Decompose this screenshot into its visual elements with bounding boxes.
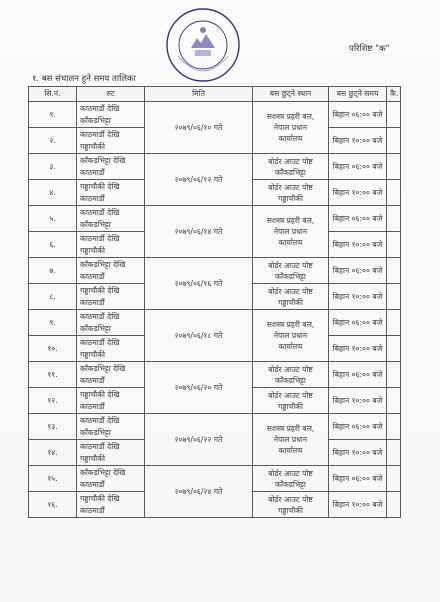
departure-time-cell: बिहान १०:०० बजे — [329, 232, 387, 258]
serial-number-cell: ९. — [29, 310, 77, 336]
date-cell: २०७९/०६/१४ गते — [145, 206, 253, 258]
serial-number-cell: ८. — [29, 284, 77, 310]
date-cell: २०७९/०६/१० गते — [145, 102, 253, 154]
route-line: काठमाडौं — [80, 167, 105, 177]
departure-time-cell: बिहान ०६:०० बजे — [329, 258, 387, 284]
route-line: काँकडभिट्टा देखि — [80, 155, 126, 165]
serial-number-cell: १५. — [29, 466, 77, 492]
serial-number-cell: २. — [29, 128, 77, 154]
route-line: काठमाडौं देखि — [80, 103, 120, 113]
departure-place-cell — [253, 492, 329, 518]
remarks-cell — [387, 154, 401, 180]
departure-place-cell — [253, 284, 329, 310]
date-cell: २०७९/०६/१६ गते — [145, 258, 253, 310]
col-header-date: मिति — [145, 87, 253, 102]
place-line: नेपाल प्रधान — [273, 227, 308, 236]
place-line: बोर्डर आउट पोष्ट — [268, 468, 313, 478]
departure-time-cell: बिहान १०:०० बजे — [329, 440, 387, 466]
place-line: कार्यालय — [278, 342, 303, 351]
remarks-cell — [387, 440, 401, 466]
route-cell — [77, 258, 145, 284]
route-cell — [77, 232, 145, 258]
route-line: काठमाडौं — [80, 271, 105, 281]
remarks-cell — [387, 102, 401, 128]
route-cell — [77, 206, 145, 232]
place-line: सशस्त्र प्रहरी बल, — [266, 424, 315, 433]
remarks-cell — [387, 336, 401, 362]
section-title: १. बस संचालन हुने समय तालिका — [32, 74, 136, 84]
col-header-time: बस छुट्ने समय — [329, 87, 387, 102]
serial-number-cell: ३. — [29, 154, 77, 180]
table-row — [29, 258, 401, 284]
departure-place-cell — [253, 154, 329, 180]
place-line: बोर्डर आउट पोष्ट — [268, 286, 313, 296]
table-row — [29, 310, 401, 336]
route-line: काठमाडौं — [80, 297, 105, 307]
departure-time-cell: बिहान ०६:०० बजे — [329, 414, 387, 440]
departure-place-cell — [253, 102, 329, 154]
route-line: काठमाडौं देखि — [80, 441, 120, 451]
place-line: कार्यालय — [278, 446, 303, 455]
annex-label: परिशिष्ट "क" — [349, 44, 390, 54]
departure-place-cell — [253, 206, 329, 258]
place-line: बोर्डर आउट पोष्ट — [268, 364, 313, 374]
serial-number-cell: १२. — [29, 388, 77, 414]
remarks-cell — [387, 414, 401, 440]
route-line: गड्डाचौकी — [80, 141, 105, 151]
departure-place-cell — [253, 466, 329, 492]
route-cell — [77, 310, 145, 336]
route-cell — [77, 154, 145, 180]
route-cell — [77, 102, 145, 128]
place-line: सशस्त्र प्रहरी बल, — [266, 216, 315, 225]
place-line: सशस्त्र प्रहरी बल, — [266, 112, 315, 121]
place-line: गड्डाचौकी — [278, 193, 303, 203]
route-cell — [77, 336, 145, 362]
serial-number-cell: १४. — [29, 440, 77, 466]
route-line: गड्डाचौकी देखि — [80, 389, 120, 399]
route-line: गड्डाचौकी देखि — [80, 181, 120, 191]
table-row — [29, 414, 401, 440]
place-line: नेपाल प्रधान — [273, 331, 308, 340]
col-header-place: बस छुट्ने स्थान — [253, 87, 329, 102]
col-header-remarks: कै. — [387, 87, 401, 102]
departure-time-cell: बिहान ०६:०० बजे — [329, 310, 387, 336]
serial-number-cell: १०. — [29, 336, 77, 362]
departure-time-cell: बिहान १०:०० बजे — [329, 180, 387, 206]
serial-number-cell: ५. — [29, 206, 77, 232]
col-header-route: रुट — [77, 87, 145, 102]
departure-time-cell: बिहान १०:०० बजे — [329, 128, 387, 154]
route-line: काँकडभिट्टा — [80, 323, 111, 333]
place-line: नेपाल प्रधान — [273, 435, 308, 444]
place-line: बोर्डर आउट पोष्ट — [268, 182, 313, 192]
route-cell — [77, 362, 145, 388]
route-line: काँकडभिट्टा देखि — [80, 259, 126, 269]
route-line: काँकडभिट्टा — [80, 427, 111, 437]
route-line: काठमाडौं — [80, 193, 105, 203]
place-line: गड्डाचौकी — [278, 401, 303, 411]
place-line: बोर्डर आउट पोष्ट — [268, 156, 313, 166]
col-header-sn: सि.नं. — [29, 87, 77, 102]
place-line: गड्डाचौकी — [278, 505, 303, 515]
government-seal — [164, 6, 242, 84]
route-line: काँकडभिट्टा — [80, 219, 111, 229]
place-line: नेपाल प्रधान — [273, 123, 308, 132]
departure-place-cell — [253, 258, 329, 284]
departure-time-cell: बिहान १०:०० बजे — [329, 284, 387, 310]
serial-number-cell: ७. — [29, 258, 77, 284]
departure-time-cell: बिहान ०६:०० बजे — [329, 102, 387, 128]
place-line: गड्डाचौकी — [278, 297, 303, 307]
route-line: गड्डाचौकी — [80, 245, 105, 255]
route-line: गड्डाचौकी — [80, 453, 105, 463]
place-line: काँकडभिट्टा — [275, 479, 306, 489]
date-cell: २०७९/०६/२४ गते — [145, 466, 253, 518]
remarks-cell — [387, 258, 401, 284]
date-cell: २०७९/०६/२० गते — [145, 362, 253, 414]
route-line: काँकडभिट्टा देखि — [80, 467, 126, 477]
departure-time-cell: बिहान १०:०० बजे — [329, 388, 387, 414]
route-line: काठमाडौं — [80, 479, 105, 489]
place-line: बोर्डर आउट पोष्ट — [268, 390, 313, 400]
route-cell — [77, 440, 145, 466]
route-cell — [77, 284, 145, 310]
place-line: बोर्डर आउट पोष्ट — [268, 260, 313, 270]
serial-number-cell: ६. — [29, 232, 77, 258]
serial-number-cell: १३. — [29, 414, 77, 440]
place-line: काँकडभिट्टा — [275, 375, 306, 385]
remarks-cell — [387, 128, 401, 154]
route-line: गड्डाचौकी — [80, 349, 105, 359]
departure-place-cell — [253, 310, 329, 362]
table-row — [29, 154, 401, 180]
remarks-cell — [387, 180, 401, 206]
route-line: काठमाडौं — [80, 375, 105, 385]
route-line: काठमाडौं — [80, 401, 105, 411]
date-cell: २०७९/०६/२२ गते — [145, 414, 253, 466]
remarks-cell — [387, 388, 401, 414]
table-row — [29, 466, 401, 492]
remarks-cell — [387, 492, 401, 518]
route-line: काठमाडौं देखि — [80, 233, 120, 243]
departure-time-cell: बिहान ०६:०० बजे — [329, 362, 387, 388]
place-line: सशस्त्र प्रहरी बल, — [266, 320, 315, 329]
route-line: काँकडभिट्टा — [80, 115, 111, 125]
route-cell — [77, 492, 145, 518]
route-line: गड्डाचौकी देखि — [80, 493, 120, 503]
serial-number-cell: १६. — [29, 492, 77, 518]
departure-place-cell — [253, 180, 329, 206]
place-line: कार्यालय — [278, 238, 303, 247]
route-line: काठमाडौं देखि — [80, 311, 120, 321]
departure-time-cell: बिहान ०६:०० बजे — [329, 154, 387, 180]
route-line: काठमाडौं देखि — [80, 415, 120, 425]
serial-number-cell: ४. — [29, 180, 77, 206]
departure-place-cell — [253, 414, 329, 466]
route-line: काठमाडौं देखि — [80, 207, 120, 217]
table-row — [29, 206, 401, 232]
departure-time-cell: बिहान ०६:०० बजे — [329, 206, 387, 232]
serial-number-cell: ११. — [29, 362, 77, 388]
bus-schedule-table — [28, 86, 401, 518]
table-row — [29, 362, 401, 388]
route-line: काँकडभिट्टा देखि — [80, 363, 126, 373]
date-cell: २०७९/०६/१८ गते — [145, 310, 253, 362]
place-line: कार्यालय — [278, 134, 303, 143]
route-cell — [77, 466, 145, 492]
route-cell — [77, 128, 145, 154]
route-cell — [77, 388, 145, 414]
table-header-row — [29, 87, 401, 102]
route-line: काठमाडौं देखि — [80, 129, 120, 139]
route-line: काठमाडौं — [80, 505, 105, 515]
place-line: काँकडभिट्टा — [275, 167, 306, 177]
departure-time-cell: बिहान ०६:०० बजे — [329, 466, 387, 492]
serial-number-cell: ९. — [29, 102, 77, 128]
date-cell: २०७९/०६/१२ गते — [145, 154, 253, 206]
remarks-cell — [387, 466, 401, 492]
remarks-cell — [387, 284, 401, 310]
remarks-cell — [387, 232, 401, 258]
place-line: बोर्डर आउट पोष्ट — [268, 494, 313, 504]
route-line: काठमाडौं देखि — [80, 337, 120, 347]
departure-time-cell: बिहान १०:०० बजे — [329, 492, 387, 518]
route-cell — [77, 414, 145, 440]
route-cell — [77, 180, 145, 206]
route-line: गड्डाचौकी देखि — [80, 285, 120, 295]
place-line: काँकडभिट्टा — [275, 271, 306, 281]
remarks-cell — [387, 310, 401, 336]
table-row — [29, 102, 401, 128]
remarks-cell — [387, 362, 401, 388]
remarks-cell — [387, 206, 401, 232]
departure-time-cell: बिहान १०:०० बजे — [329, 336, 387, 362]
departure-place-cell — [253, 362, 329, 388]
departure-place-cell — [253, 388, 329, 414]
